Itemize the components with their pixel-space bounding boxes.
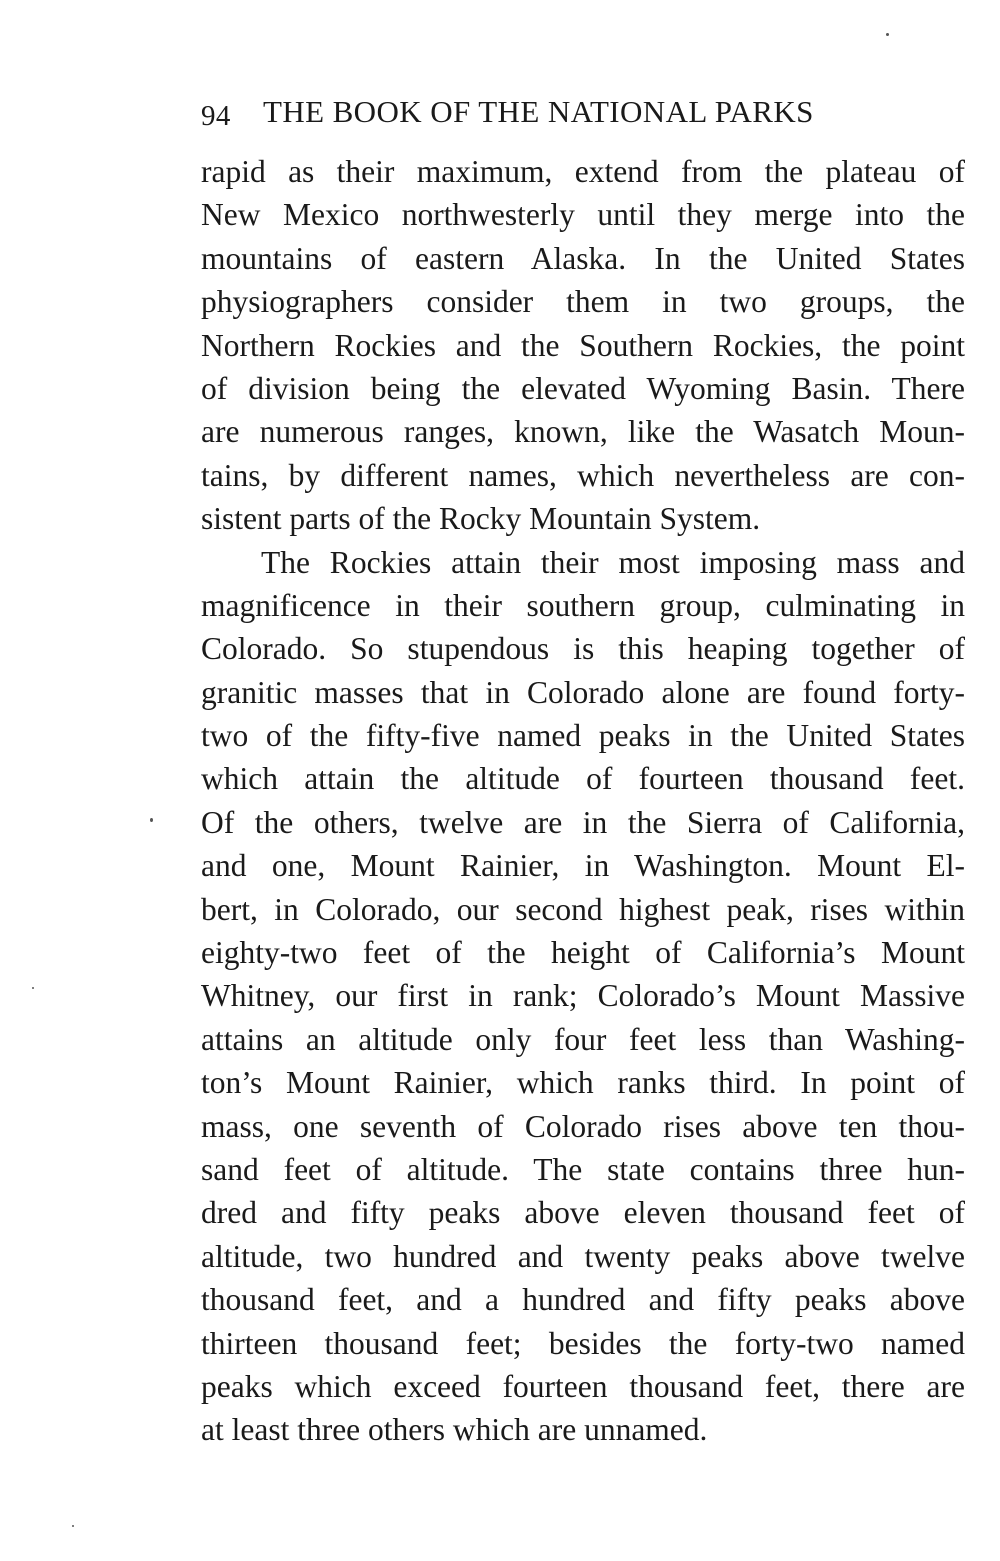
text-line: Colorado. So stupendous is this heaping together of [201, 631, 965, 667]
paragraph-end-line: at least three others which are unnamed. [201, 1412, 708, 1448]
text-line: physiographers consider them in two groups, the [201, 284, 965, 320]
book-title: THE BOOK OF THE NATIONAL PARKS [263, 94, 814, 129]
text-line: magnificence in their southern group, culminating in [201, 587, 965, 623]
text-line: granitic masses that in Colorado alone are found forty- [201, 674, 965, 710]
text-line: thousand feet, and a hundred and fifty peaks above [201, 1282, 965, 1318]
text-line: ton’s Mount Rainier, which ranks third. In point of [201, 1065, 965, 1101]
body-text [201, 150, 965, 1452]
text-line: attains an altitude only four feet less than Washing- [201, 1021, 965, 1057]
scan-speck [886, 33, 889, 36]
text-line: tains, by different names, which nevertheless are con- [201, 457, 965, 493]
text-line: Northern Rockies and the Southern Rockies, the point [201, 327, 965, 363]
text-line: of division being the elevated Wyoming Basin. There [201, 370, 965, 406]
scan-speck [32, 987, 34, 989]
text-line: New Mexico northwesterly until they merge into the [201, 197, 965, 233]
text-line: sand feet of altitude. The state contains three hun- [201, 1151, 965, 1187]
text-line: dred and fifty peaks above eleven thousand feet of [201, 1195, 965, 1231]
paragraph-start-line: The Rockies attain their most imposing mass and [261, 544, 965, 580]
text-line: bert, in Colorado, our second highest peak, rises within [201, 891, 965, 927]
text-line: are numerous ranges, known, like the Wasatch Moun- [201, 414, 965, 450]
page-number: 94 [201, 100, 231, 132]
scan-speck [150, 818, 153, 822]
text-line: eighty-two feet of the height of California’s Mount [201, 935, 965, 971]
text-line: rapid as their maximum, extend from the plateau of [201, 154, 965, 189]
text-line: mass, one seventh of Colorado rises above ten thou- [201, 1108, 965, 1144]
text-line: mountains of eastern Alaska. In the United States [201, 240, 965, 276]
text-line: Whitney, our first in rank; Colorado’s Mount Massive [201, 978, 965, 1014]
text-line: which attain the altitude of fourteen thousand feet. [201, 761, 965, 797]
paragraph-end-line: sistent parts of the Rocky Mountain System. [201, 501, 761, 537]
scan-speck [72, 1525, 74, 1527]
text-line: Of the others, twelve are in the Sierra of California, [201, 804, 965, 840]
text-line: and one, Mount Rainier, in Washington. Mount El- [201, 848, 965, 884]
text-line: peaks which exceed fourteen thousand feet, there are [201, 1368, 965, 1404]
text-line: thirteen thousand feet; besides the forty-two named [201, 1325, 965, 1361]
running-head [201, 94, 965, 140]
text-line: altitude, two hundred and twenty peaks above twelve [201, 1238, 965, 1274]
text-line: two of the fifty-five named peaks in the United States [201, 718, 965, 754]
